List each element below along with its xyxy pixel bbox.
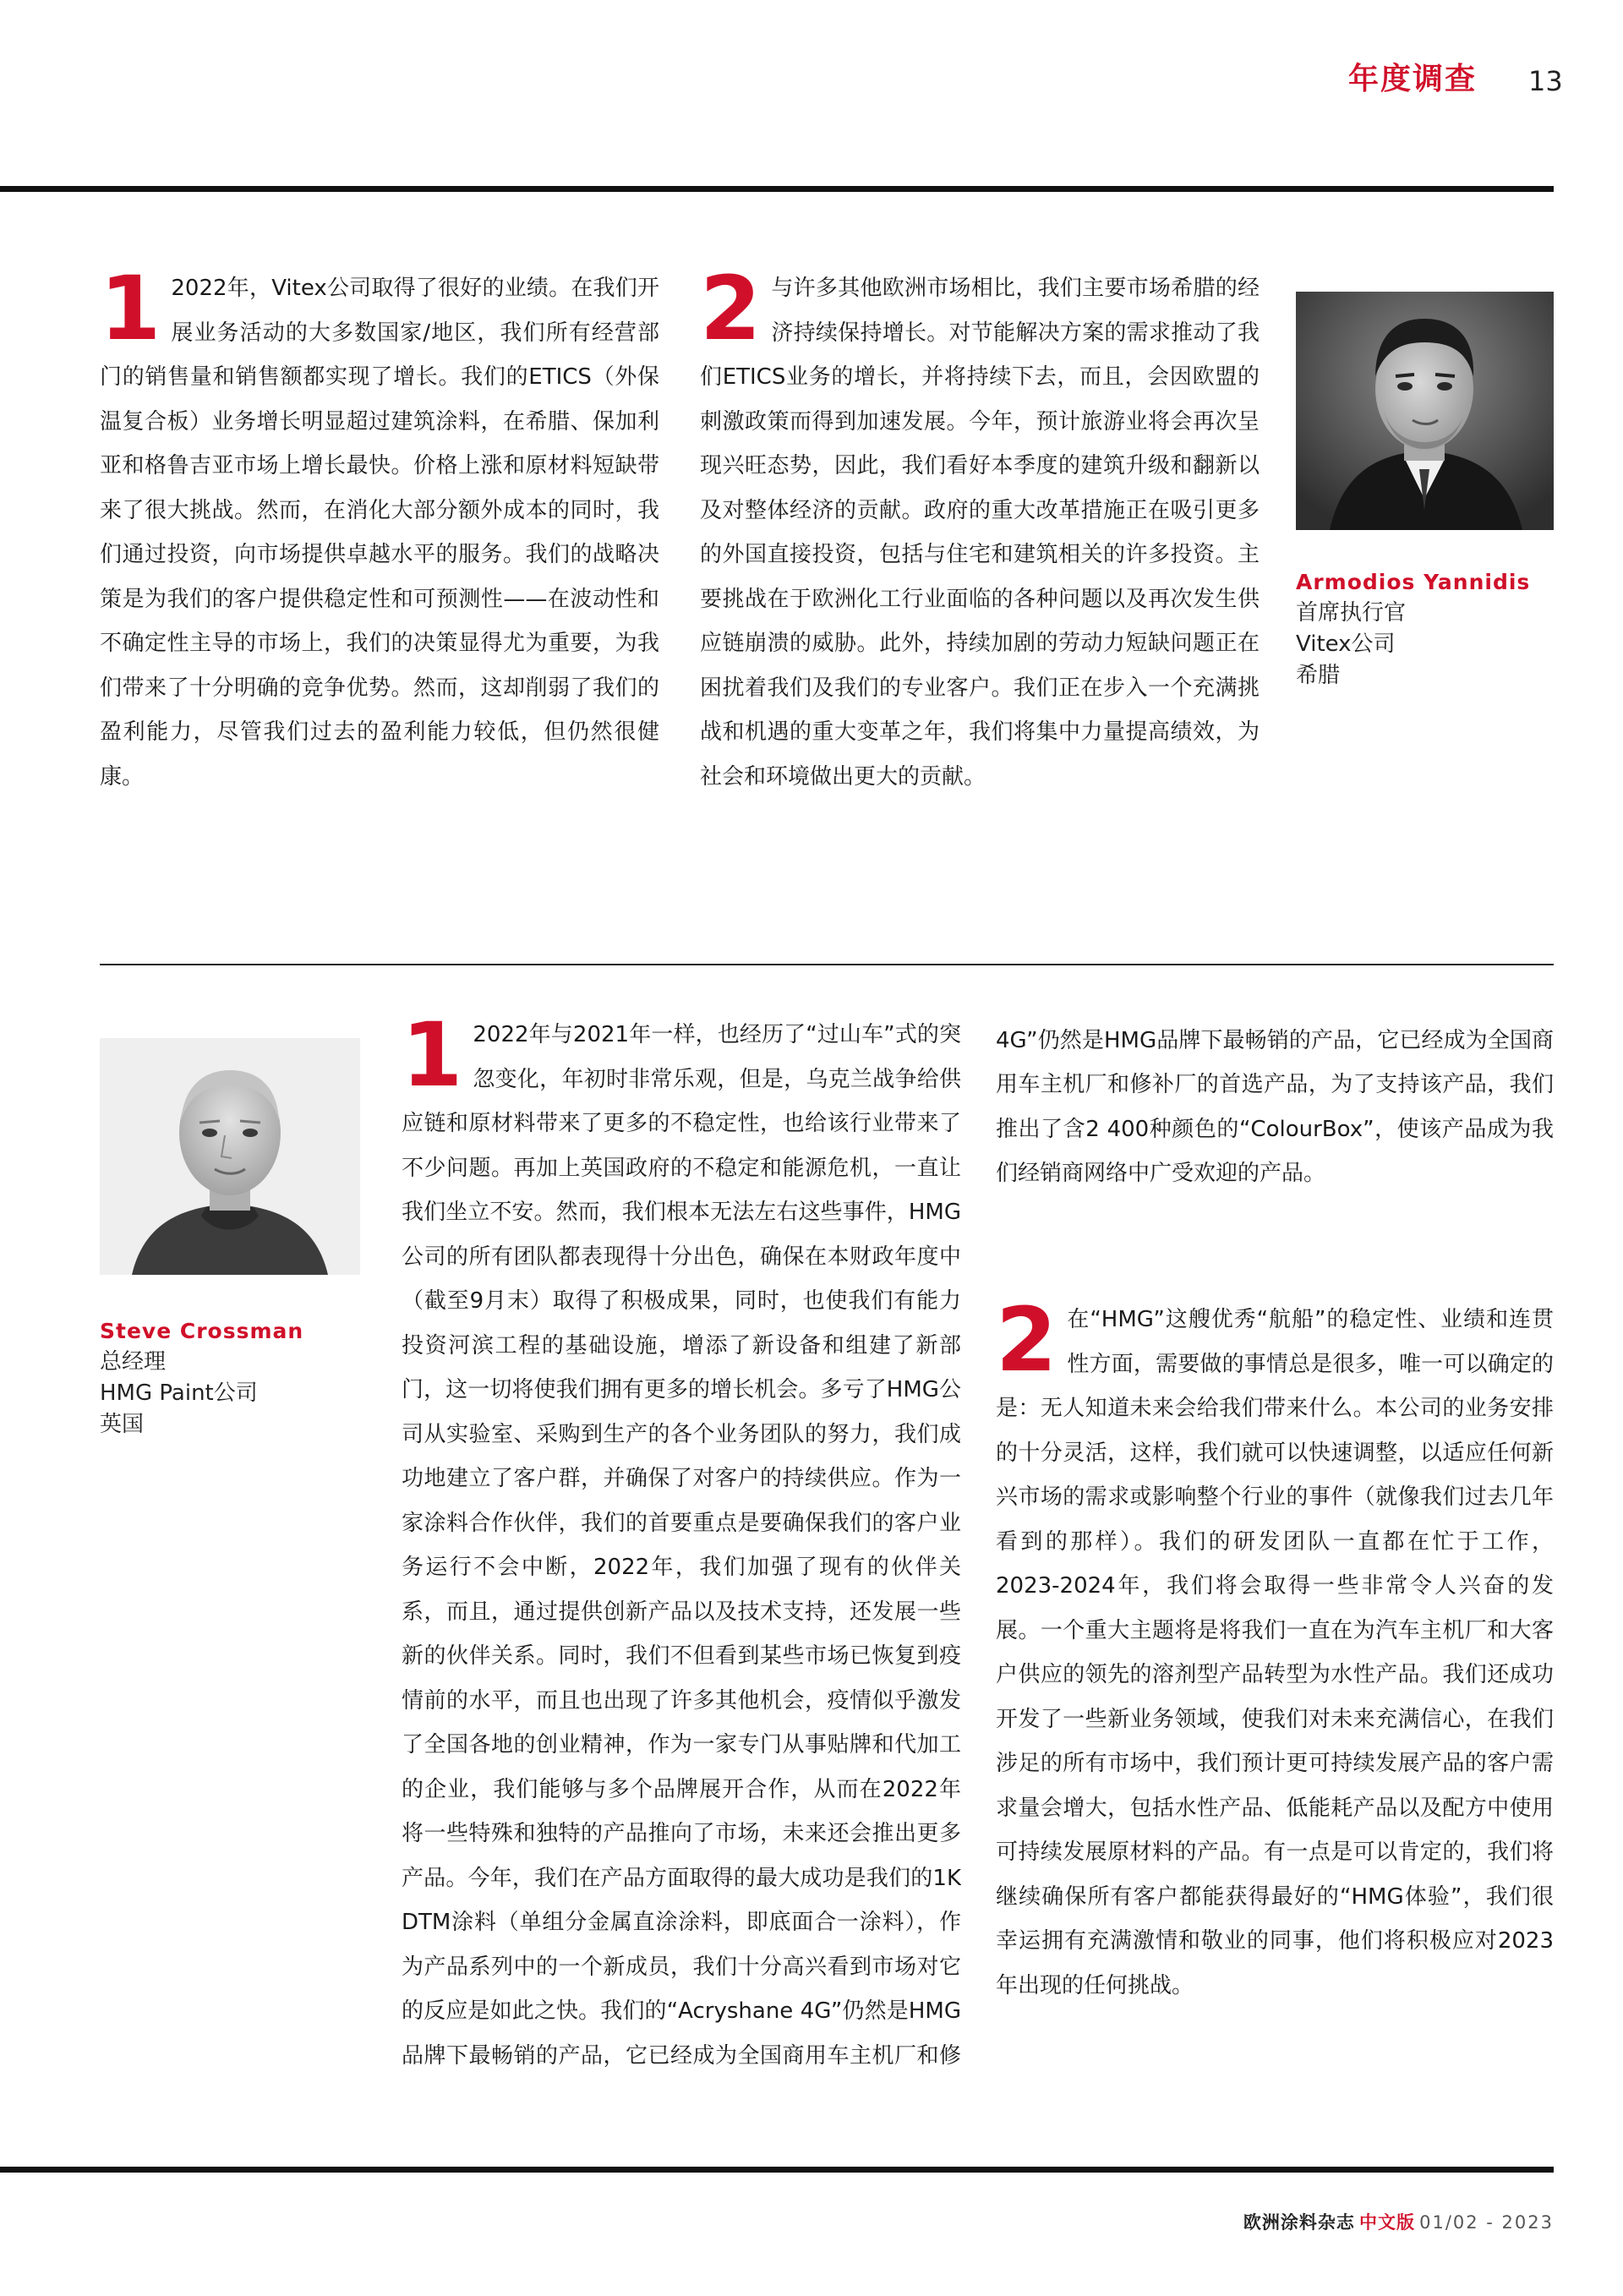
answer-number: 1 [100,257,161,360]
answer-text: 4G”仍然是HMG品牌下最畅销的产品，它已经成为全国商用车主机厂和修补厂的首选产品，为了支持该产品，我们推出了含2 400种颜色的“ColourBox”，使该产品成为我们经销商网络中广受欢迎的产品。 [996,1027,1554,1186]
section-title: 年度调查 [1348,62,1478,96]
hmg-person-caption [100,1315,379,1440]
hmg-answer-2 [996,1288,1554,2008]
vitex-answer-1 [100,257,659,799]
answer-number: 2 [996,1288,1057,1391]
magazine-name: 欧洲涂料杂志 [1243,2212,1355,2233]
section-divider [100,964,1554,965]
footer-rule [0,2167,1554,2173]
header-rule [0,186,1554,192]
answer-text: 2022年与2021年一样，也经历了“过山车”式的突忽变化，年初时非常乐观，但是，乌克兰战争给供应链和原材料带来了更多的不稳定性，也给该行业带来了不少问题。再加上英国政府的不稳定和能源危机，一直让我们坐立不安。然而，我们根本无法左右这些事件，HMG公司的所有团队都表现得十分出色，确保在本财政年度中（截至9月末）取得了积极成果，同时，也使我们有能力投资河滨工程的基础设施，增添了新设备和组建了新部门，这一切将使我们拥有更多的增长机会。多亏了HMG公司从实验室、采购到生产的各个业务团队的努力，我们成功地建立了客户群，并确保了对客户的持续供应。作为一家涂料合作伙伴，我们的首要重点是要确保我们的客户业务运行不会中断，2022年，我们加强了现有的伙伴关系，而且，通过提供创新产品以及技术支持，还发展一些新的伙伴关系。同时，我们不但看到某些市场已恢复到疫情前的水平，而且也出现了许多其他机会，疫情似乎激发了全国各地的创业精神，作为一家专门从事贴牌和代加工的企业，我们能够与多个品牌展开合作，从而在2022年将一些特殊和独特的产品推向了市场，未来还会推出更多产品。今年，我们在产品方面取得的最大成功是我们的1K DTM涂料（单组分金属直涂涂料，即底面合一涂料），作为产品系列中的一个新成员，我们十分高兴看到市场对它的反应是如此之快。我们的“Acryshane 4G”仍然是HMG品牌下最畅销的产品，它已经成为全国商用车主机厂和修 [402,1022,961,2069]
person-country: 希腊 [1296,663,1341,688]
answer-number: 1 [402,1013,463,1107]
issue-number: 01/02 - 2023 [1419,2212,1554,2233]
portrait-armodios-yannidis [1296,292,1554,530]
answer-number: 2 [700,257,762,360]
vitex-answer-2 [700,257,1260,799]
person-title: 首席执行官 [1296,600,1407,626]
page-number: 13 [1528,65,1563,97]
answer-text: 2022年，Vitex公司取得了很好的业绩。在我们开展业务活动的大多数国家/地区，我们所有经营部门的销售量和销售额都实现了增长。我们的ETICS（外保温复合板）业务增长明显超过建筑涂料，在希腊、保加利亚和格鲁吉亚市场上增长最快。价格上涨和原材料短缺带来了很大挑战。然而，在消化大部分额外成本的同时，我们通过投资，向市场提供卓越水平的服务。我们的战略决策是为我们的客户提供稳定性和可预测性——在波动性和不确定性主导的市场上，我们的决策显得尤为重要，为我们带来了十分明确的竞争优势。然而，这却削弱了我们的盈利能力，尽管我们过去的盈利能力较低，但仍然很健康。 [100,276,659,790]
edition-label: 中文版 [1359,2212,1416,2233]
person-company: HMG Paint公司 [100,1380,258,1406]
portrait-steve-crossman [100,1038,360,1275]
person-company: Vitex公司 [1296,631,1396,657]
footer-credit [1202,2208,1554,2239]
answer-text: 在“HMG”这艘优秀“航船”的稳定性、业绩和连贯性方面，需要做的事情总是很多，唯一可以确定的是：无人知道未来会给我们带来什么。本公司的业务安排的十分灵活，这样，我们就可以快速调整，以适应任何新兴市场的需求或影响整个行业的事件（就像我们过去几年看到的那样）。我们的研发团队一直都在忙于工作，2023-2024年，我们将会取得一些非常令人兴奋的发展。一个重大主题将是将我们一直在为汽车主机厂和大客户供应的领先的溶剂型产品转型为水性产品。我们还成功开发了一些新业务领域，使我们对未来充满信心，在我们涉足的所有市场中，我们预计更可持续发展产品的客户需求量会增大，包括水性产品、低能耗产品以及配方中使用可持续发展原材料的产品。有一点是可以肯定的，我们将继续确保所有客户都能获得最好的“HMG体验”，我们很幸运拥有充满激情和敬业的同事，他们将积极应对2023年出现的任何挑战。 [996,1307,1554,1998]
person-name: Steve Crossman [100,1319,304,1343]
person-title: 总经理 [100,1349,167,1375]
person-name: Armodios Yannidis [1296,570,1531,594]
hmg-answer-1-col-b [996,1013,1554,1235]
vitex-person-caption [1296,566,1554,692]
answer-text: 与许多其他欧洲市场相比，我们主要市场希腊的经济持续保持增长。对节能解决方案的需求推动了我们ETICS业务的增长，并将持续下去，而且，会因欧盟的刺激政策而得到加速发展。今年，预计旅游业将会再次呈现兴旺态势，因此，我们看好本季度的建筑升级和翻新以及对整体经济的贡献。政府的重大改革措施正在吸引更多的外国直接投资，包括与住宅和建筑相关的许多投资。主要挑战在于欧洲化工行业面临的各种问题以及再次发生供应链崩溃的威胁。此外，持续加剧的劳动力短缺问题正在困扰着我们及我们的专业客户。我们正在步入一个充满挑战和机遇的重大变革之年，我们将集中力量提高绩效，为社会和环境做出更大的贡献。 [700,276,1260,790]
person-country: 英国 [100,1412,145,1437]
hmg-answer-1-col-a [402,1013,961,2071]
